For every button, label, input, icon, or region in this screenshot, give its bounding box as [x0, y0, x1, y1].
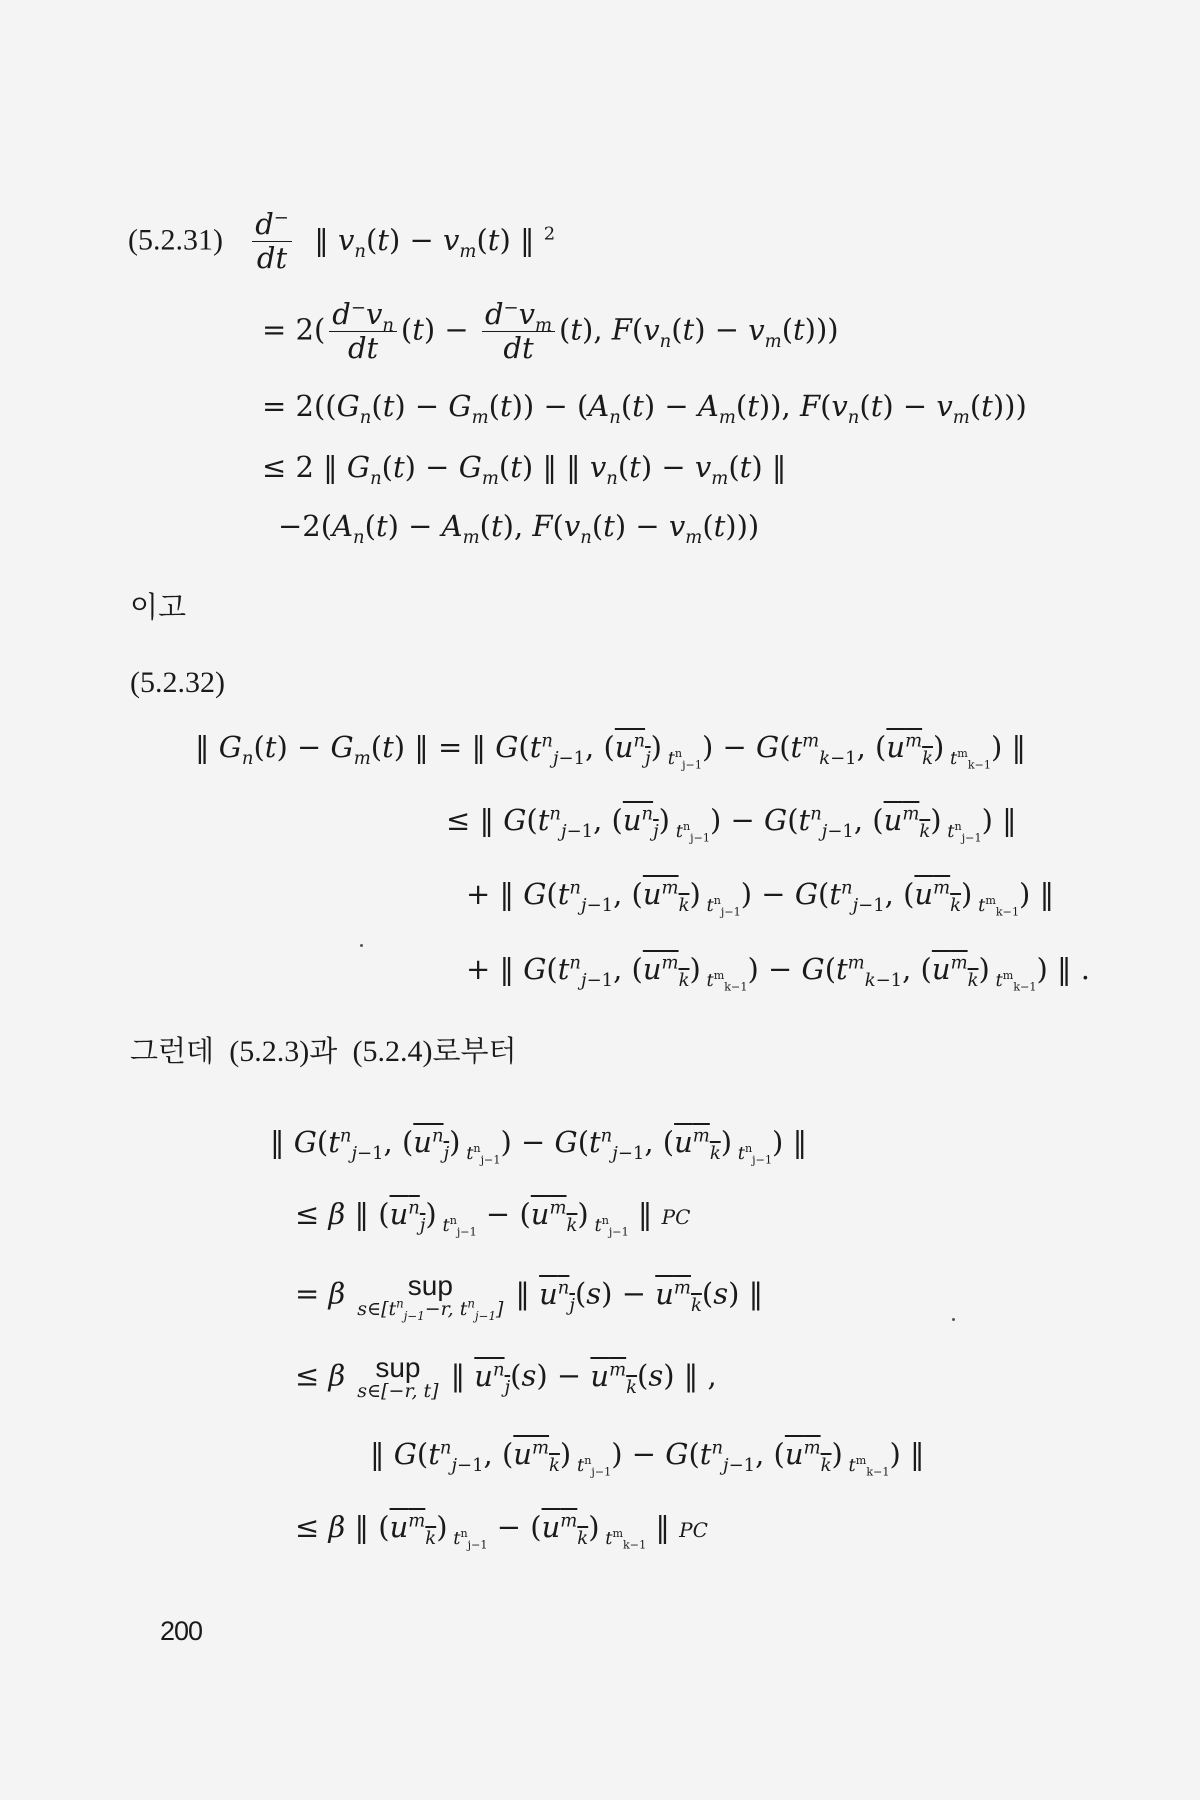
equation-line: = 2( $\frac{d^-v_n}{dt}$ (t) − $\frac{d^-v_m}{dt}$ (t), $F(v_n(t) - v_m(t))$) — [262, 297, 839, 365]
scan-speck — [360, 944, 363, 947]
formula: ‖ $v_n(t) - v_m(t)$ ‖ $^2$ — [305, 222, 556, 262]
equation-5-2-32-line4: + ‖ $G(t^n_{j-1}$, $(u^m_k) _{t^m_{k-1}}) - G(t^m_{k-1}$, $(u^m_k)$ $_{t^m_{k-1}}$) ‖ . — [466, 952, 1090, 994]
korean-connective: 이고 — [130, 590, 187, 624]
equation-5-2-32-line2: ≤ ‖ $G(t^n_{j-1}$, $(u^n_j) _{t^n_{j-1}}) - G(t^n_{j-1}$, $(u^m_k)$ $_{t^n_{j-1}}$) ‖ — [446, 803, 1017, 845]
estimate-line5: ‖ $G(t^n_{j-1}$, $(u^m_k) _{t^n_{j-1}}) - G(t^n_{j-1}$, $(u^m_k)$ $_{t^m_{k-1}}$) ‖ — [370, 1437, 925, 1479]
equation-number: (5.2.32) — [130, 666, 225, 699]
estimate-line2: ≤ β ‖ $(u^n_j) _{t^n_{j-1}} - (u^m_k)$ $_{t^n_{j-1}}$ ‖ PC — [295, 1197, 691, 1239]
equation-5-2-32-line3: + ‖ $G(t^n_{j-1}$, $(u^m_k) _{t^n_{j-1}}) - G(t^n_{j-1}$, $(u^m_k)$ $_{t^m_{k-1}}$) ‖ — [466, 877, 1055, 919]
scan-speck — [952, 1318, 955, 1321]
derivative-operator: $\frac{d^-}{dt}$ — [252, 210, 292, 273]
equation-line: ≤ 2 ‖ $G_n(t) - G_m(t)$ ‖ ‖ $v_n(t) - v_m(t)$ ‖ — [262, 450, 787, 489]
estimate-line6: ≤ β ‖ $(u^m_k) _{t^n_{j-1}} - (u^m_k)$ $_{t^m_{k-1}}$ ‖ PC — [295, 1510, 708, 1552]
korean-sentence: 그런데 (5.2.3)과 (5.2.4)로부터 — [130, 1034, 517, 1068]
equation-5-2-31-lhs — [128, 207, 556, 275]
estimate-line1: ‖ $G(t^n_{j-1}$, $(u^n_j) _{t^n_{j-1}}) - G(t^n_{j-1}$, $(u^m_k)$ $_{t^n_{j-1}}$) ‖ — [270, 1125, 808, 1167]
estimate-line3: = β sup $s\in[t^n_{j-1}-r$, $t^n_{j-1}$] ‖ $u^n_j(s) - u^m_k(s)$ ‖ — [295, 1270, 764, 1323]
page-number: 200 — [160, 1616, 203, 1646]
estimate-line4: ≤ β sup s∈[−r, t] ‖ $u^n_j(s) - u^m_k(s)$ ‖ , — [295, 1352, 717, 1402]
equation-5-2-32-line1: ‖ $G_n(t) - G_m(t)$ ‖ = ‖ $G(t^n_{j-1}$, $(u^n_j) _{t^n_{j-1}}) - G(t^m_{k-1}$, $(u^m_k)$ $_{t^m_{k-1}}$) ‖ — [195, 730, 1027, 772]
equation-number: (5.2.31) — [128, 223, 223, 257]
equation-line: = $2((G_n(t) - G_m(t)) - (A_n(t) - A_m(t))$, $F(v_n(t) - v_m(t))$) — [262, 389, 1027, 428]
equation-line: $-2(A_n(t) - A_m(t)$, $F(v_n(t) - v_m(t))$) — [278, 509, 760, 548]
